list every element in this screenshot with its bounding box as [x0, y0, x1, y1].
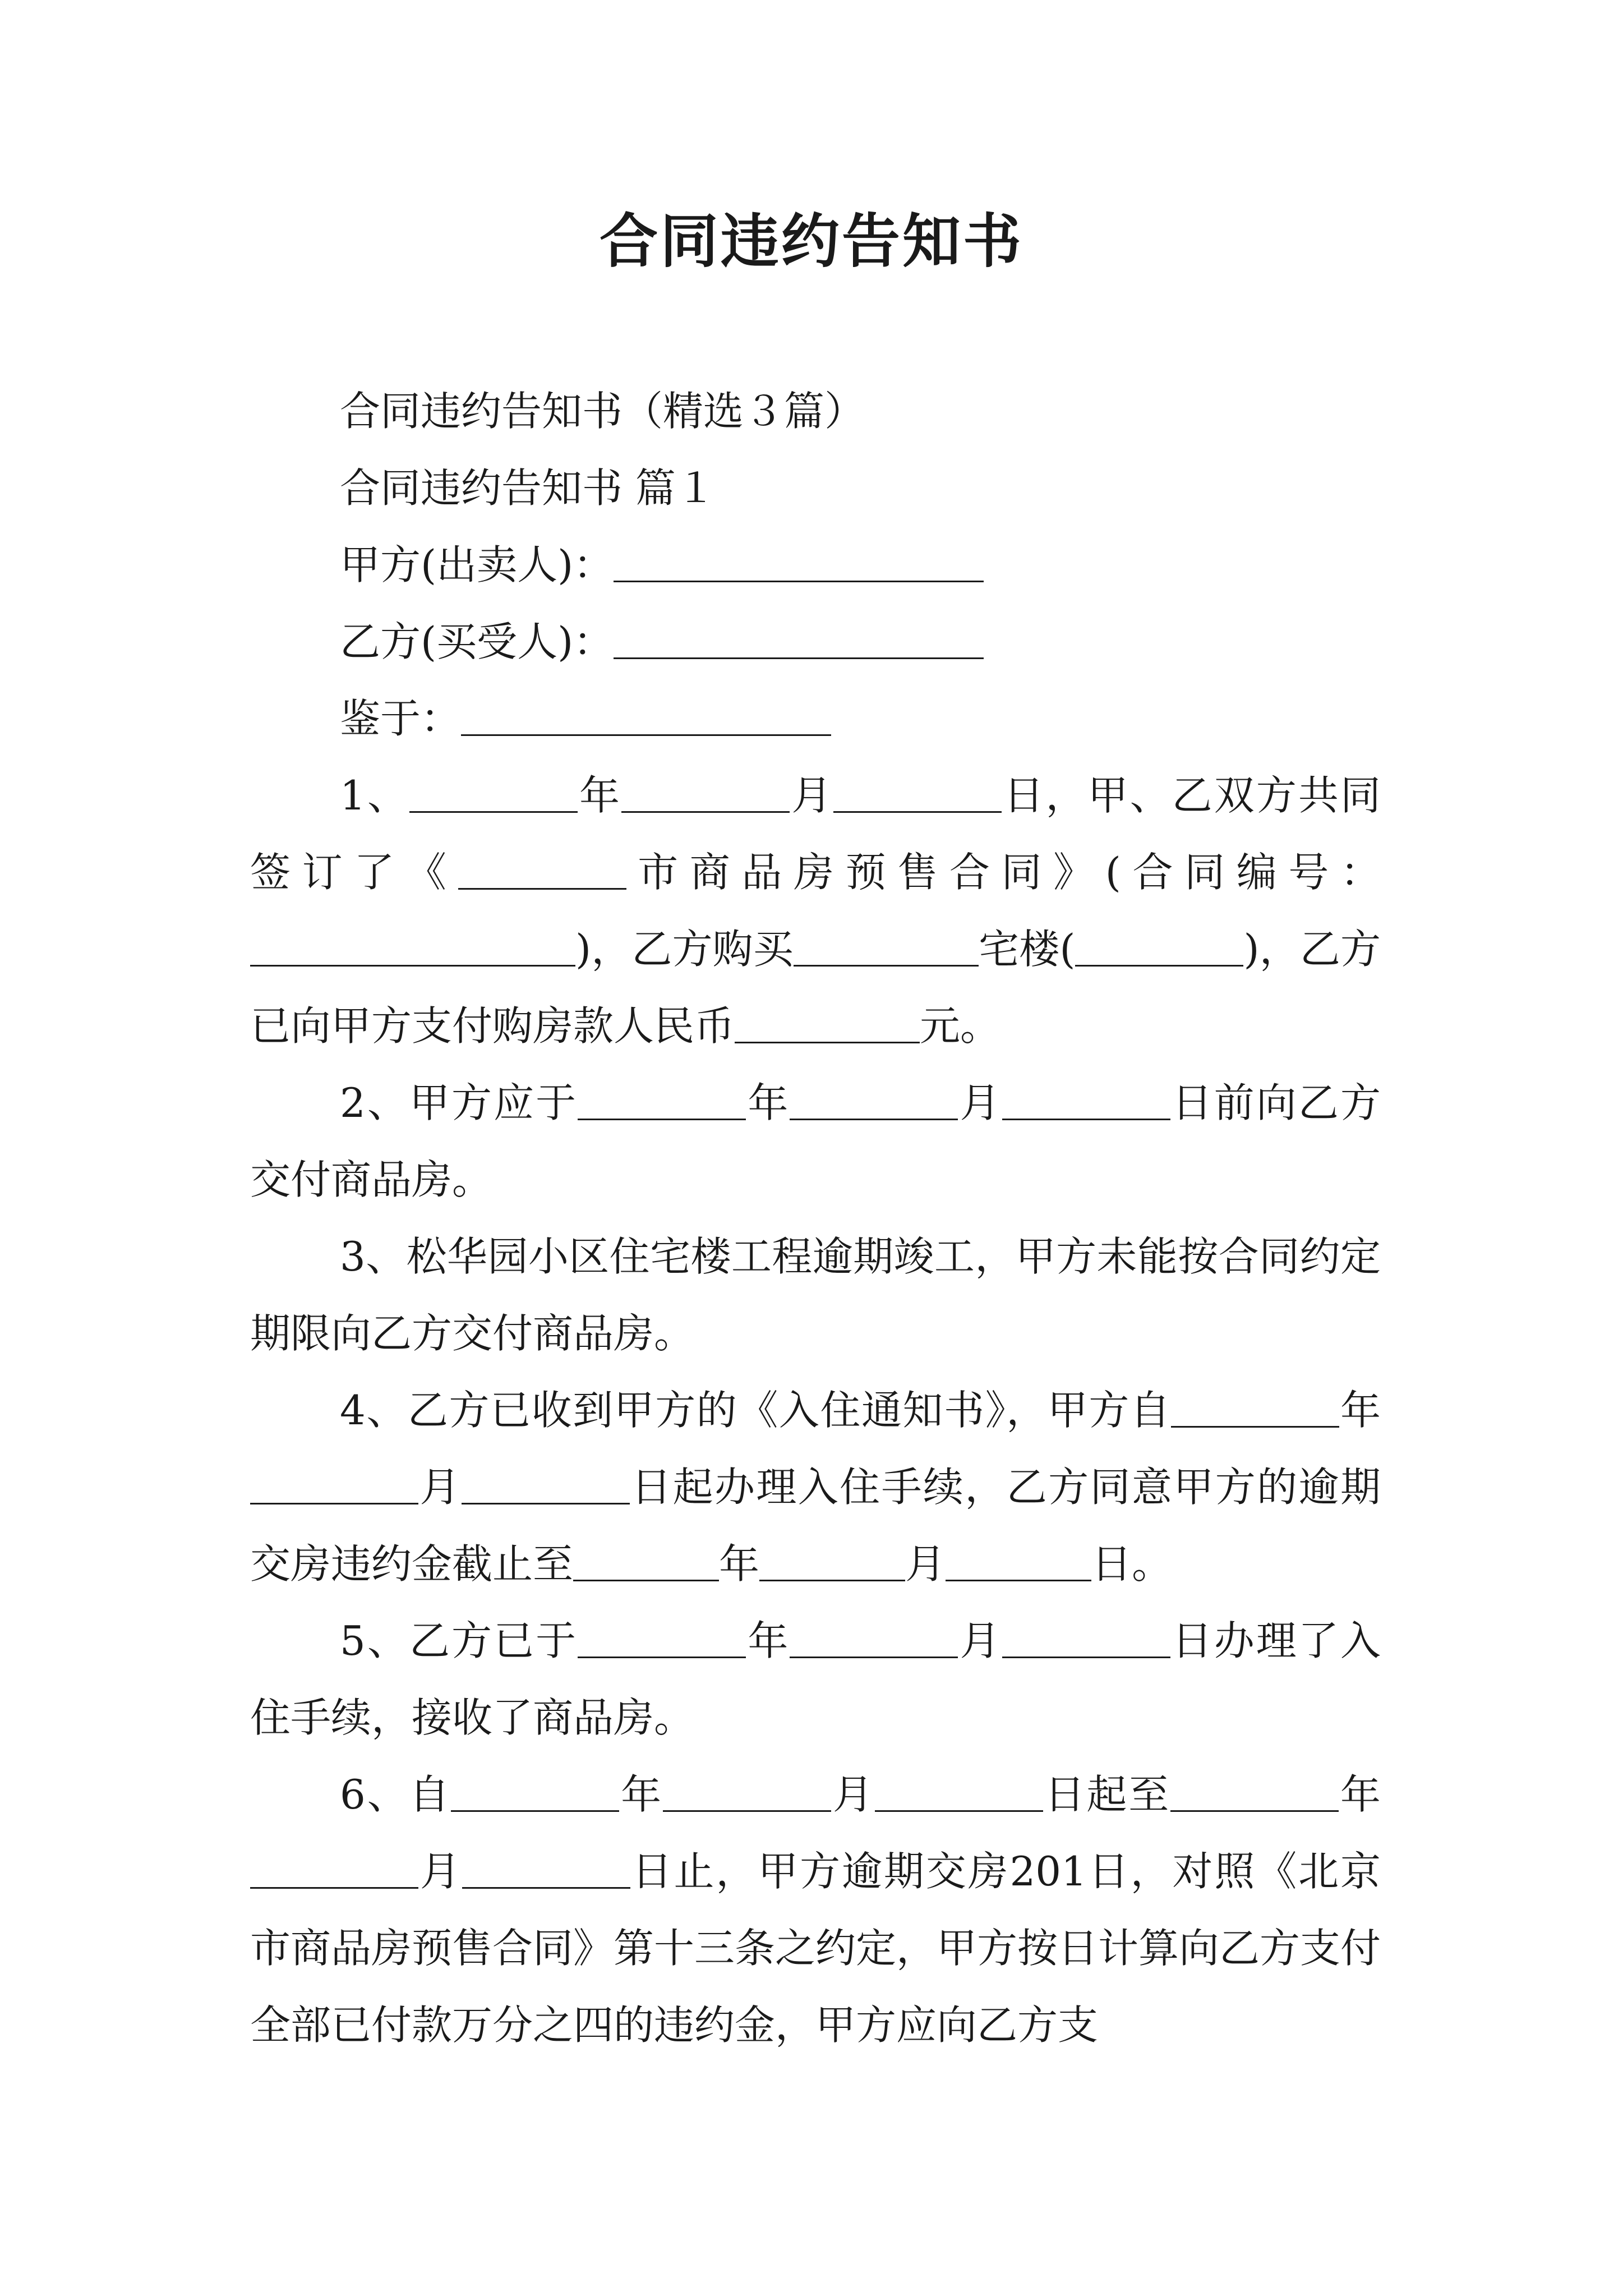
clause-1 — [250, 757, 1381, 1065]
day-label: 日 — [630, 1848, 674, 1895]
day-label: 日 — [1043, 1771, 1087, 1818]
year-label: 年 — [577, 772, 622, 819]
month-label: 月 — [958, 1079, 1002, 1126]
party-a-line — [250, 527, 1381, 604]
clause-4-text-c: 。 — [1132, 1540, 1173, 1588]
clause-2-text-b: 前向乙方交付商品房。 — [250, 1079, 1381, 1203]
clause-6-text-a: 6、自 — [340, 1771, 451, 1818]
blank — [735, 999, 920, 1043]
blank — [250, 922, 575, 967]
blank — [1002, 1076, 1170, 1120]
year-label: 年 — [746, 1617, 790, 1664]
whereas-blank — [461, 692, 831, 736]
clause-2-text-a: 2、甲方应于 — [340, 1079, 578, 1126]
party-b-line — [250, 604, 1381, 680]
blank — [946, 1537, 1091, 1581]
blank — [790, 1076, 958, 1120]
year-label: 年 — [1339, 1387, 1381, 1434]
blank — [621, 769, 790, 813]
year-label: 年 — [1339, 1771, 1381, 1818]
whereas-label: 鉴于： — [340, 695, 462, 742]
blank — [573, 1537, 719, 1581]
blank — [663, 1768, 831, 1812]
year-label: 年 — [719, 1540, 760, 1588]
blank — [458, 845, 626, 890]
clause-5-text-a: 5、乙方已于 — [340, 1617, 578, 1664]
blank — [1170, 1768, 1339, 1812]
year-label: 年 — [746, 1079, 790, 1126]
clause-1-text-b: 市商品房预售合同》(合同编号： — [626, 849, 1381, 896]
blank — [790, 1614, 958, 1658]
month-label: 月 — [831, 1771, 875, 1818]
clause-1-text-a: ，甲、乙双方共同签订了《 — [250, 772, 1381, 896]
blank — [794, 922, 979, 967]
month-label: 月 — [418, 1848, 462, 1895]
blank — [759, 1537, 905, 1581]
year-label: 年 — [619, 1771, 663, 1818]
whereas-line — [250, 680, 1381, 757]
blank — [462, 1460, 630, 1504]
clause-4-text-b: 起办理入住手续，乙方同意甲方的逾期交房违约金截止至 — [250, 1464, 1381, 1588]
blank — [833, 769, 1002, 813]
clause-6-text-c: 止，甲方逾期交房201日，对照《北京市商品房预售合同》第十三条之约定，甲方按日计算向乙方支付全部已付款万分之四的违约金，甲方应向乙方支 — [250, 1848, 1381, 2049]
day-label: 日 — [1091, 1540, 1132, 1588]
day-label: 日 — [1170, 1617, 1214, 1664]
blank — [578, 1614, 746, 1658]
clause-4-text-a: 4、乙方已收到甲方的《入住通知书》，甲方自 — [340, 1387, 1172, 1434]
clause-1-text-c: )，乙方购买 — [575, 926, 794, 973]
month-label: 月 — [418, 1464, 462, 1511]
clause-5 — [250, 1603, 1381, 1756]
clause-1-number: 1、 — [340, 772, 409, 819]
clause-4 — [250, 1372, 1381, 1603]
blank — [451, 1768, 619, 1812]
clause-6 — [250, 1756, 1381, 2064]
clause-1-text-d: 宅楼( — [978, 926, 1076, 973]
document-body — [250, 373, 1381, 2064]
day-label: 日 — [1002, 772, 1046, 819]
part-heading: 合同违约告知书 篇１ — [340, 464, 716, 512]
party-a-blank — [614, 538, 984, 582]
blank — [409, 769, 578, 813]
day-label: 日 — [1170, 1079, 1214, 1126]
blank — [1075, 922, 1243, 967]
document-title: 合同违约告知书 — [599, 206, 1023, 275]
clause-5-text-b: 办理了入住手续，接收了商品房。 — [250, 1617, 1381, 1741]
clause-6-text-b: 起至 — [1086, 1771, 1171, 1818]
blank — [578, 1076, 746, 1120]
subtitle: 合同违约告知书（精选３篇） — [340, 388, 865, 435]
blank — [1002, 1614, 1170, 1658]
blank — [1171, 1383, 1339, 1428]
blank — [462, 1844, 630, 1889]
clause-1-text-e: )，乙方已向甲方支付购房款人民币 — [250, 926, 1381, 1050]
blank — [250, 1844, 418, 1889]
month-label: 月 — [958, 1617, 1002, 1664]
party-b-blank — [614, 615, 984, 659]
party-b-label: 乙方(买受人)： — [340, 618, 614, 665]
month-label: 月 — [905, 1540, 946, 1588]
clause-3: 3、松华园小区住宅楼工程逾期竣工，甲方未能按合同约定期限向乙方交付商品房。 — [250, 1233, 1381, 1357]
blank — [250, 1460, 418, 1504]
party-a-label: 甲方(出卖人)： — [340, 541, 614, 588]
clause-1-text-f: 元。 — [920, 1002, 1001, 1050]
clause-2 — [250, 1065, 1381, 1218]
day-label: 日 — [629, 1464, 673, 1511]
blank — [875, 1768, 1043, 1812]
month-label: 月 — [790, 772, 834, 819]
